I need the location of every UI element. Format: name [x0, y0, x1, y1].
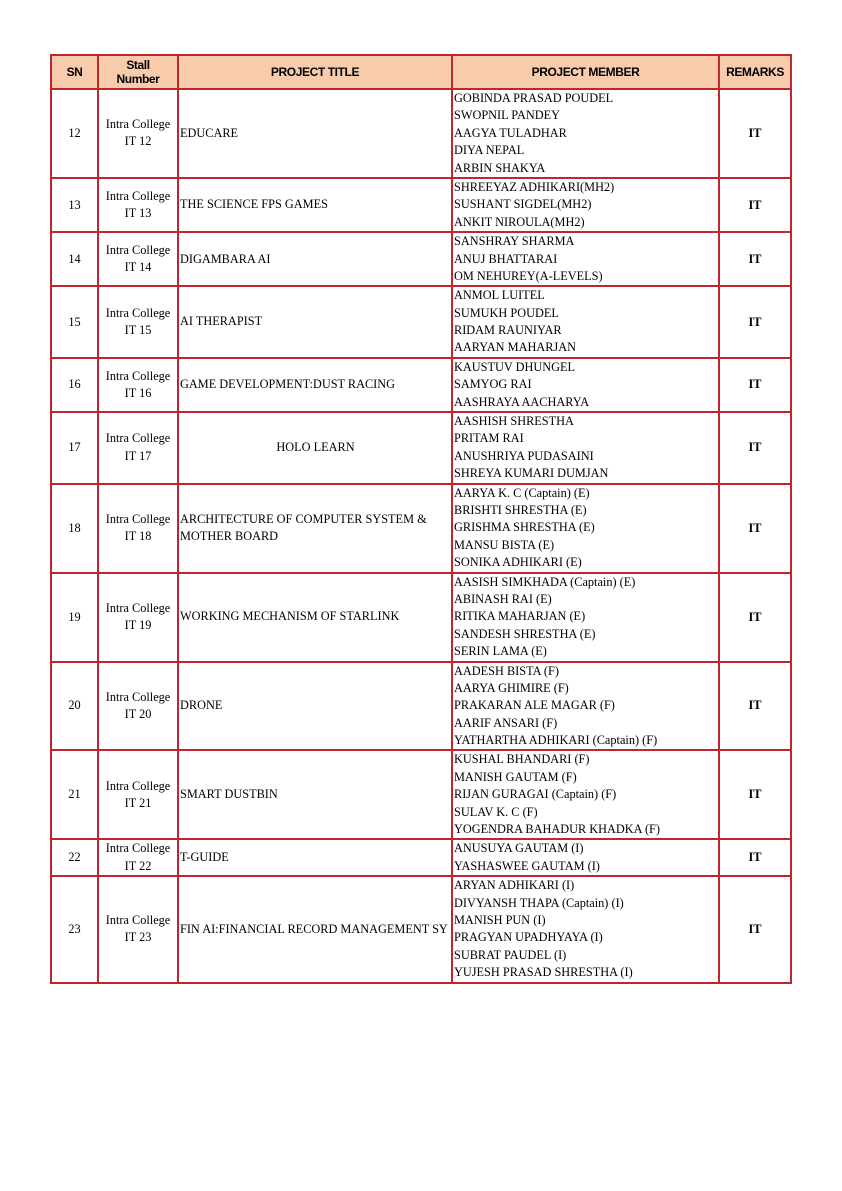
cell-sn: 22 [51, 839, 98, 876]
cell-remarks: IT [719, 232, 791, 286]
project-member: GRISHMA SHRESTHA (E) [454, 520, 595, 535]
project-member: KUSHAL BHANDARI (F) [454, 752, 590, 767]
header-project-member: PROJECT MEMBER [452, 55, 719, 89]
project-member: AASHRAYA AACHARYA [454, 394, 590, 409]
stall-number-line: IT 19 [124, 618, 152, 633]
project-member: RIJAN GURAGAI (Captain) (F) [454, 787, 617, 802]
cell-remarks: IT [719, 876, 791, 982]
table-row [51, 232, 791, 286]
project-member: ANUJ BHATTARAI [454, 251, 558, 266]
table-row [51, 662, 791, 751]
project-title-line: FIN AI:FINANCIAL RECORD MANAGEMENT SY [180, 921, 448, 936]
cell-remarks: IT [719, 662, 791, 751]
cell-project-title [178, 232, 452, 286]
project-stall-table [50, 54, 792, 984]
cell-remarks: IT [719, 484, 791, 573]
stall-number-line: Intra College [105, 117, 171, 132]
cell-project-members [452, 178, 719, 232]
project-member: SANDESH SHRESTHA (E) [454, 626, 596, 641]
stall-number-line: Intra College [105, 912, 171, 927]
cell-project-title [178, 358, 452, 412]
cell-project-members [452, 358, 719, 412]
project-member: ANUSUYA GAUTAM (I) [454, 841, 584, 856]
cell-project-members [452, 412, 719, 484]
project-member: SAMYOG RAI [454, 377, 532, 392]
cell-project-title [178, 839, 452, 876]
stall-number-line: IT 17 [124, 448, 152, 463]
project-member: ABINASH RAI (E) [454, 591, 552, 606]
project-member: AAGYA TULADHAR [454, 125, 567, 140]
project-member: DIVYANSH THAPA (Captain) (I) [454, 895, 624, 910]
cell-project-members [452, 662, 719, 751]
project-member: OM NEHUREY(A-LEVELS) [454, 268, 603, 283]
cell-sn: 15 [51, 286, 98, 358]
project-member: ARBIN SHAKYA [454, 160, 546, 175]
project-member: SULAV K. C (F) [454, 804, 538, 819]
project-member: MANISH PUN (I) [454, 912, 546, 927]
stall-number-line: IT 23 [124, 930, 152, 945]
stall-number-line: Intra College [105, 242, 171, 257]
project-title-line: HOLO LEARN [276, 440, 355, 455]
table-body [51, 89, 791, 983]
project-member: YASHASWEE GAUTAM (I) [454, 858, 600, 873]
cell-stall-number [98, 484, 178, 573]
cell-sn: 17 [51, 412, 98, 484]
cell-sn: 13 [51, 178, 98, 232]
cell-project-title [178, 662, 452, 751]
project-member: SONIKA ADHIKARI (E) [454, 555, 582, 570]
cell-project-members [452, 232, 719, 286]
cell-project-members [452, 573, 719, 662]
stall-number-line: Intra College [105, 368, 171, 383]
cell-stall-number [98, 286, 178, 358]
stall-number-line: Intra College [105, 841, 171, 856]
project-member: MANSU BISTA (E) [454, 537, 555, 552]
cell-project-members [452, 89, 719, 178]
stall-number-line: IT 14 [124, 260, 152, 275]
stall-number-line: IT 21 [124, 795, 152, 810]
cell-remarks: IT [719, 89, 791, 178]
project-member: AARIF ANSARI (F) [454, 715, 558, 730]
project-member: AARYA K. C (Captain) (E) [454, 485, 590, 500]
project-member: SUBRAT PAUDEL (I) [454, 947, 567, 962]
project-member: YATHARTHA ADHIKARI (Captain) (F) [454, 733, 658, 748]
cell-sn: 20 [51, 662, 98, 751]
cell-sn: 19 [51, 573, 98, 662]
project-member: BRISHTI SHRESTHA (E) [454, 502, 587, 517]
cell-project-members [452, 750, 719, 839]
project-member: ANMOL LUITEL [454, 288, 545, 303]
cell-stall-number [98, 750, 178, 839]
cell-sn: 12 [51, 89, 98, 178]
stall-number-line: Intra College [105, 188, 171, 203]
project-title-line: GAME DEVELOPMENT:DUST RACING [180, 377, 396, 392]
table-row [51, 484, 791, 573]
cell-sn: 21 [51, 750, 98, 839]
cell-remarks: IT [719, 573, 791, 662]
project-title-line: AI THERAPIST [180, 314, 263, 329]
table-row [51, 573, 791, 662]
cell-stall-number [98, 178, 178, 232]
cell-remarks: IT [719, 358, 791, 412]
project-member: YOGENDRA BAHADUR KHADKA (F) [454, 822, 660, 837]
cell-project-title [178, 484, 452, 573]
project-member: RIDAM RAUNIYAR [454, 323, 562, 338]
table-row [51, 876, 791, 982]
cell-stall-number [98, 662, 178, 751]
project-member: AARYAN MAHARJAN [454, 340, 576, 355]
table-row [51, 89, 791, 178]
project-title-line: SMART DUSTBIN [180, 787, 278, 802]
project-title-line: DRONE [180, 698, 223, 713]
project-member: SANSHRAY SHARMA [454, 234, 575, 249]
header-stall-number [98, 55, 178, 89]
stall-number-line: Intra College [105, 778, 171, 793]
cell-remarks: IT [719, 178, 791, 232]
cell-project-title [178, 286, 452, 358]
cell-stall-number [98, 839, 178, 876]
table-row [51, 358, 791, 412]
cell-project-title [178, 750, 452, 839]
stall-number-line: IT 12 [124, 134, 152, 149]
cell-project-title [178, 573, 452, 662]
project-member: YUJESH PRASAD SHRESTHA (I) [454, 965, 633, 980]
project-title-line: EDUCARE [180, 125, 239, 140]
cell-project-title [178, 178, 452, 232]
header-project-title: PROJECT TITLE [178, 55, 452, 89]
project-member: PRAKARAN ALE MAGAR (F) [454, 698, 615, 713]
project-member: ANKIT NIROULA(MH2) [454, 214, 585, 229]
cell-stall-number [98, 89, 178, 178]
header-remarks: REMARKS [719, 55, 791, 89]
cell-sn: 14 [51, 232, 98, 286]
project-member: KAUSTUV DHUNGEL [454, 359, 576, 374]
project-member: RITIKA MAHARJAN (E) [454, 609, 586, 624]
project-member: AARYA GHIMIRE (F) [454, 680, 569, 695]
cell-remarks: IT [719, 286, 791, 358]
stall-number-line: IT 15 [124, 323, 152, 338]
project-title-line: THE SCIENCE FPS GAMES [180, 197, 328, 212]
cell-remarks: IT [719, 412, 791, 484]
project-member: SUSHANT SIGDEL(MH2) [454, 197, 592, 212]
cell-project-title [178, 89, 452, 178]
table-row [51, 178, 791, 232]
cell-project-members [452, 839, 719, 876]
table-row [51, 412, 791, 484]
project-member: AASISH SIMKHADA (Captain) (E) [454, 574, 636, 589]
stall-number-line: IT 20 [124, 706, 152, 721]
header-stall-number-label: Stall Number [116, 58, 160, 86]
table-header-row [51, 55, 791, 89]
project-member: SUMUKH POUDEL [454, 305, 559, 320]
project-member: SWOPNIL PANDEY [454, 108, 561, 123]
cell-sn: 23 [51, 876, 98, 982]
cell-stall-number [98, 876, 178, 982]
project-title-line: WORKING MECHANISM OF STARLINK [180, 609, 400, 624]
project-title-line: DIGAMBARA AI [180, 251, 271, 266]
cell-project-members [452, 484, 719, 573]
project-member: SHREEYAZ ADHIKARI(MH2) [454, 179, 615, 194]
project-member: SHREYA KUMARI DUMJAN [454, 466, 609, 481]
stall-number-line: Intra College [105, 511, 171, 526]
cell-project-title [178, 412, 452, 484]
cell-sn: 16 [51, 358, 98, 412]
cell-project-title [178, 876, 452, 982]
cell-sn: 18 [51, 484, 98, 573]
stall-number-line: Intra College [105, 689, 171, 704]
stall-number-line: IT 22 [124, 858, 152, 873]
project-member: AASHISH SHRESTHA [454, 414, 574, 429]
cell-remarks: IT [719, 750, 791, 839]
table-row [51, 286, 791, 358]
cell-stall-number [98, 573, 178, 662]
cell-stall-number [98, 358, 178, 412]
header-sn: SN [51, 55, 98, 89]
project-member: ANUSHRIYA PUDASAINI [454, 448, 594, 463]
project-title-line: T-GUIDE [180, 850, 229, 865]
project-member: AADESH BISTA (F) [454, 663, 559, 678]
project-member: SERIN LAMA (E) [454, 644, 547, 659]
table-row [51, 839, 791, 876]
cell-stall-number [98, 232, 178, 286]
cell-project-members [452, 876, 719, 982]
project-title-line: ARCHITECTURE OF COMPUTER SYSTEM & [180, 511, 427, 526]
project-member: ARYAN ADHIKARI (I) [454, 878, 575, 893]
project-member: PRAGYAN UPADHYAYA (I) [454, 930, 603, 945]
table-row [51, 750, 791, 839]
stall-number-line: IT 16 [124, 385, 152, 400]
cell-stall-number [98, 412, 178, 484]
cell-project-members [452, 286, 719, 358]
project-member: DIYA NEPAL [454, 143, 525, 158]
project-title-line: MOTHER BOARD [180, 529, 279, 544]
stall-number-line: IT 18 [124, 529, 152, 544]
project-member: GOBINDA PRASAD POUDEL [454, 91, 614, 105]
stall-number-line: Intra College [105, 305, 171, 320]
cell-remarks: IT [719, 839, 791, 876]
stall-number-line: IT 13 [124, 206, 152, 221]
stall-number-line: Intra College [105, 431, 171, 446]
stall-number-line: Intra College [105, 600, 171, 615]
project-member: PRITAM RAI [454, 431, 524, 446]
project-member: MANISH GAUTAM (F) [454, 769, 577, 784]
